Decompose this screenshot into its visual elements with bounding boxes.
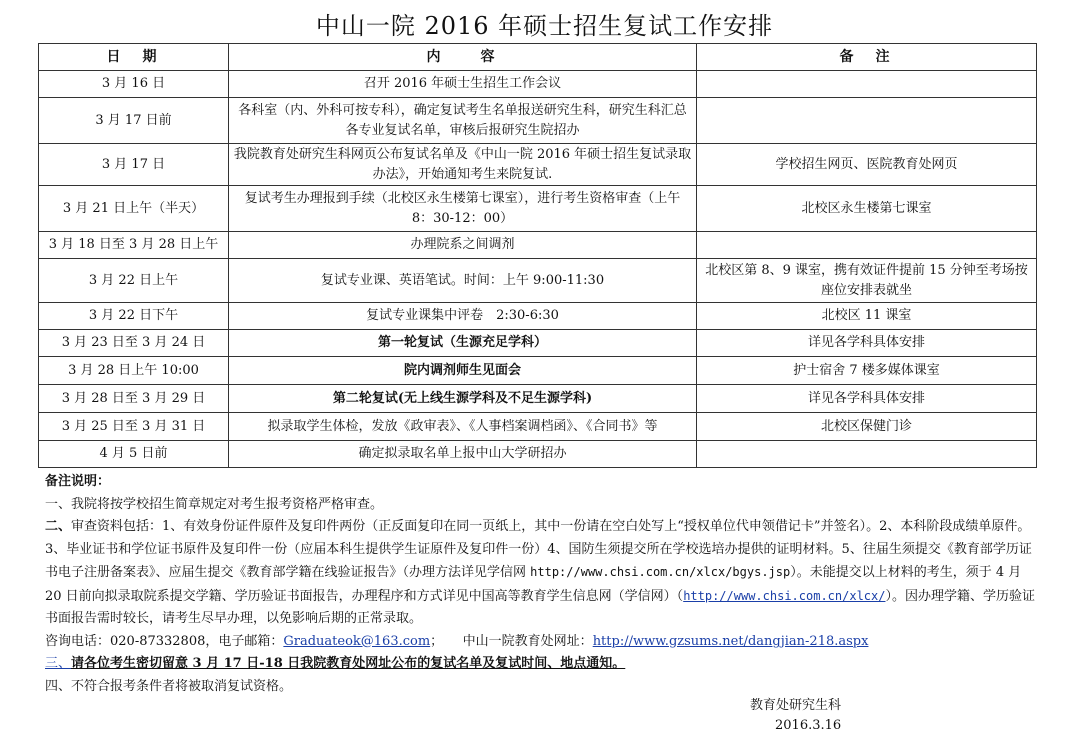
row-note: 北校区第 8、9 课室，携有效证件提前 15 分钟至考场按座位安排表就坐 [697, 259, 1037, 303]
row-date: 3 月 16 日 [39, 71, 229, 98]
website-link[interactable]: http://www.gzsums.net/dangjian-218.aspx [592, 633, 869, 649]
row-content: 我院教育处研究生科网页公布复试名单及《中山一院 2016 年硕士招生复试录取办法》，开始通知考生来院复试. [229, 144, 697, 186]
table-row [39, 232, 1037, 259]
table-header-row [39, 44, 1037, 71]
row-date: 4 月 5 日前 [39, 441, 229, 468]
table-row [39, 413, 1037, 441]
row-content: 复试专业课集中评卷 2:30-6:30 [229, 303, 697, 330]
row-note: 北校区 11 课室 [697, 303, 1037, 330]
header-date: 日 期 [39, 44, 229, 71]
row-date: 3 月 18 日至 3 月 28 日上午 [39, 232, 229, 259]
note-item-3-prefix: 三、 [45, 656, 72, 671]
table-row [39, 441, 1037, 468]
row-date: 3 月 17 日前 [39, 98, 229, 144]
row-note [697, 98, 1037, 144]
note-item-2-prefix: 二、 [45, 519, 72, 534]
row-note: 详见各学科具体安排 [697, 385, 1037, 413]
row-note: 北校区保健门诊 [697, 413, 1037, 441]
row-content: 确定拟录取名单上报中山大学研招办 [229, 441, 697, 468]
note-item-2 [45, 516, 1035, 631]
row-content: 办理院系之间调剂 [229, 232, 697, 259]
note-item-2-end: ）。因办理学籍、学历验证书面报告需时较长，请考生尽早办理，以免影响后期的正常录取。 [45, 588, 1035, 626]
row-date: 3 月 28 日至 3 月 29 日 [39, 385, 229, 413]
row-content: 拟录取学生体检，发放《政审表》、《人事档案调档函》、《合同书》等 [229, 413, 697, 441]
note-item-1: 一、我院将按学校招生简章规定对考生报考资格严格审查。 [45, 496, 384, 512]
notes-label: 备注说明： [45, 474, 111, 489]
row-date: 3 月 23 日至 3 月 24 日 [39, 330, 229, 357]
row-date: 3 月 17 日 [39, 144, 229, 186]
email-link[interactable]: Graduateok@163.com [283, 633, 431, 649]
table-row [39, 330, 1037, 357]
note-item-3-text: 请各位考生密切留意 3 月 17 日-18 日我院教育处网址公布的复试名单及复试时间、地点通知。 [71, 656, 626, 671]
table-row [39, 98, 1037, 144]
contact-line [45, 631, 1035, 654]
chsi-link[interactable]: http://www.chsi.com.cn/xlcx/ [683, 588, 886, 603]
table-row [39, 385, 1037, 413]
row-date: 3 月 21 日上午（半天） [39, 186, 229, 232]
note-item-4: 四、不符合报考条件者将被取消复试资格。 [45, 678, 293, 694]
row-note: 详见各学科具体安排 [697, 330, 1037, 357]
header-content: 内 容 [229, 44, 697, 71]
table-row [39, 357, 1037, 385]
contact-prefix: 咨询电话：020-87332808，电子邮箱： [45, 633, 284, 649]
row-note: 护士宿舍 7 楼多媒体课室 [697, 357, 1037, 385]
contact-mid: ； 中山一院教育处网址： [430, 633, 593, 649]
note-item-3 [45, 653, 1035, 676]
header-note: 备 注 [697, 44, 1037, 71]
row-date: 3 月 28 日上午 10:00 [39, 357, 229, 385]
row-date: 3 月 22 日上午 [39, 259, 229, 303]
table-row [39, 259, 1037, 303]
row-content: 院内调剂师生见面会 [229, 357, 697, 385]
notes-section [45, 471, 1035, 698]
row-date: 3 月 22 日下午 [39, 303, 229, 330]
row-content: 第二轮复试(无上线生源学科及不足生源学科) [229, 385, 697, 413]
chsi-url-text: http://www.chsi.com.cn/xlcx/bgys.jsp [530, 565, 791, 579]
table-row [39, 303, 1037, 330]
row-note: 北校区永生楼第七课室 [697, 186, 1037, 232]
row-date: 3 月 25 日至 3 月 31 日 [39, 413, 229, 441]
page-title: 中山一院 2016 年硕士招生复试工作安排 [315, 12, 774, 40]
schedule-table [38, 43, 1037, 468]
row-content: 第一轮复试（生源充足学科） [229, 330, 697, 357]
table-row [39, 71, 1037, 98]
signature-date: 2016.3.16 [775, 718, 842, 733]
row-note [697, 71, 1037, 98]
row-note [697, 441, 1037, 468]
signature-dept: 教育处研究生科 [750, 698, 842, 713]
row-content: 各科室（内、外科可按专科），确定复试考生名单报送研究生科，研究生科汇总各专业复试名单，审核后报研究生院招办 [229, 98, 697, 144]
row-content: 复试专业课、英语笔试。时间：上午 9:00-11:30 [229, 259, 697, 303]
row-content: 复试考生办理报到手续（北校区永生楼第七课室），进行考生资格审查（上午 8：30-12：00） [229, 186, 697, 232]
row-content: 召开 2016 年硕士生招生工作会议 [229, 71, 697, 98]
note-item-2-mid: ）。未能提交以上材料的考生，须于 4 月 20 日前向拟录取院系提交学籍、学历验证书面报告，办理程序和方式详见中国高等教育学生信息网（学信网）（ [45, 565, 1022, 604]
table-row [39, 186, 1037, 232]
note-item-2-text: 审查资料包括：1、有效身份证件原件及复印件两份（正反面复印在同一页纸上，其中一份请在空白处写上“授权单位代申领借记卡”并签名）。2、本科阶段成绩单原件。3、毕业证书和学位证书原件及复印件一份（应届本科生提供学生证原件及复印件一份）4、国防生须提交所在学校选培办提供的证明材料。5、往届生须提交《教育部学历证书电子注册备案表》、应届生提交《教育部学籍在线验证报告》（办理方法详见学信网 [45, 519, 1032, 580]
row-note: 学校招生网页、医院教育处网页 [697, 144, 1037, 186]
row-note [697, 232, 1037, 259]
table-row [39, 144, 1037, 186]
